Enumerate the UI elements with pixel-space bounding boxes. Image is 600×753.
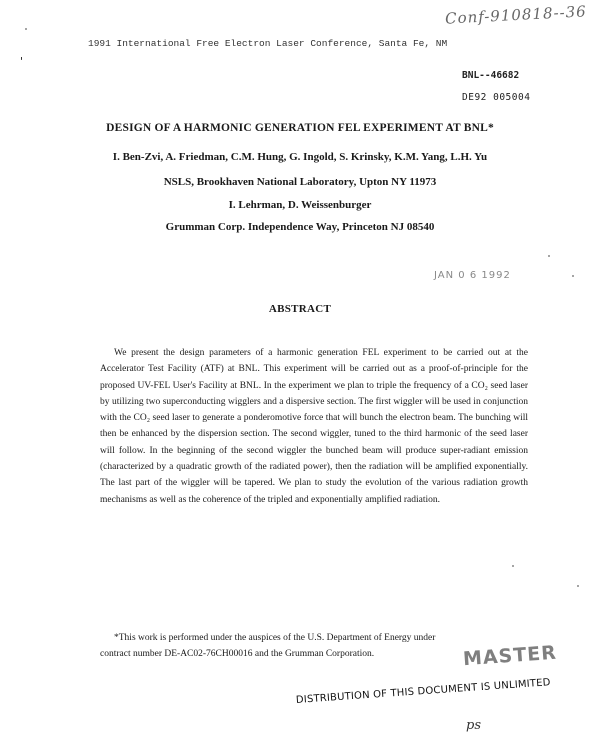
abstract-heading: ABSTRACT xyxy=(268,303,332,315)
report-number: BNL--46682 xyxy=(462,70,520,81)
affiliation-primary: NSLS, Brookhaven National Laboratory, Upton NY 11973 xyxy=(163,176,437,188)
scan-speck xyxy=(25,28,27,30)
footnote-line-1: *This work is performed under the auspices of the U.S. Department of Energy under xyxy=(114,633,436,643)
footnote-line-2: contract number DE-AC02-76CH00016 and the Grumman Corporation. xyxy=(100,649,375,659)
handwritten-page-mark: ps xyxy=(466,718,481,733)
conference-header: 1991 International Free Electron Laser Conference, Santa Fe, NM xyxy=(88,38,448,49)
paper-title: DESIGN OF A HARMONIC GENERATION FEL EXPERIMENT AT BNL* xyxy=(106,122,494,134)
margin-mark: ' xyxy=(20,55,24,68)
scan-speck xyxy=(572,275,574,277)
author-list-secondary: I. Lehrman, D. Weissenburger xyxy=(228,199,372,211)
handwritten-conference-number: Conf-910818--36 xyxy=(444,2,588,28)
master-stamp: MASTER xyxy=(462,641,558,671)
report-number-secondary: DE92 005004 xyxy=(462,92,531,103)
scan-speck xyxy=(512,565,514,567)
author-list-primary: I. Ben-Zvi, A. Friedman, C.M. Hung, G. Ingold, S. Krinsky, K.M. Yang, L.H. Yu xyxy=(112,151,488,163)
received-date-stamp: JAN 0 6 1992 xyxy=(434,270,511,281)
scan-speck xyxy=(577,585,579,587)
affiliation-secondary: Grumman Corp. Independence Way, Princeton NJ 08540 xyxy=(165,221,435,233)
abstract-text: We present the design parameters of a harmonic generation FEL experiment to be carried out at the Accelerator Test Facility (ATF) at BNL. This experiment will be carried out as a proof-of-principle for the proposed UV-FEL User's Facility at BNL. In the experiment we plan to triple the frequency of a CO₂ seed laser by utilizing two superconducting wigglers and a dispersive section. The first wiggler will be used in conjunction with the CO₂ seed laser to generate a ponderomotive force that will bunch the electron beam. The bunching will then be enhanced by the dispersion section. The second wiggler, tuned to the third harmonic of the seed laser will follow. In the beginning of the second wiggler the bunched beam will produce super-radiant emission (characterized by a quadratic growth of the radiated power), then the radiation will be amplified exponentially. The last part of the wiggler will be tapered. We plan to study the evolution of the various radiation growth mechanisms as well as the coherence of the tripled and exponentially amplified radiation. xyxy=(100,348,528,505)
distribution-notice: DISTRIBUTION OF THIS DOCUMENT IS UNLIMITED xyxy=(295,677,551,706)
scan-speck xyxy=(548,255,550,257)
